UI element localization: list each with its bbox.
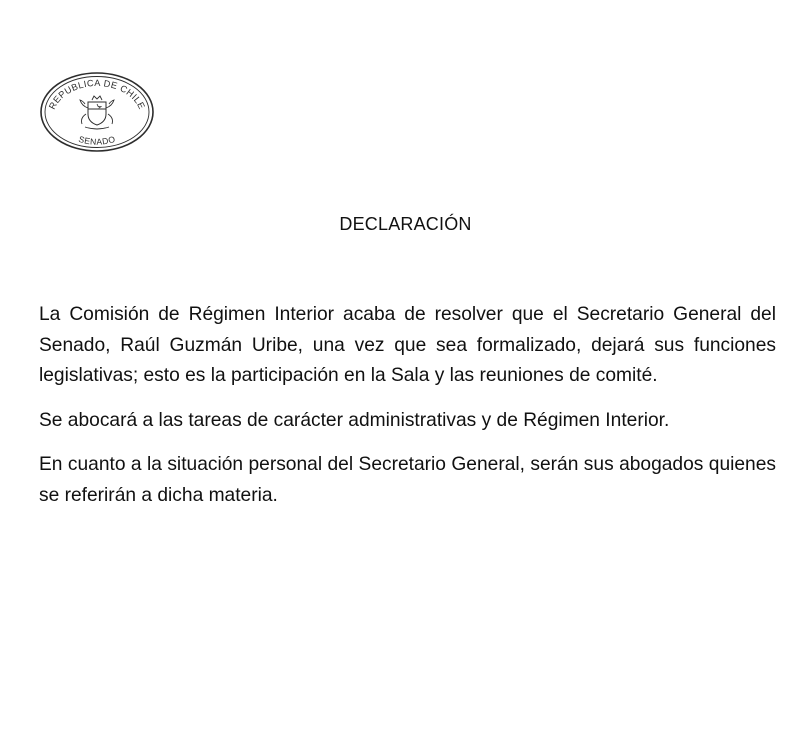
senate-seal <box>38 70 156 154</box>
svg-text:SENADO <box>77 134 116 147</box>
seal-emblem-icon <box>38 70 156 154</box>
paragraph-duties: Se abocará a las tareas de carácter administrativas y de Régimen Interior. <box>39 409 670 431</box>
document-title: DECLARACIÓN <box>339 214 472 234</box>
seal-top-text: REPUBLICA DE CHILE <box>47 77 147 111</box>
seal-bottom-text: SENADO <box>77 133 117 147</box>
paragraph-resolution: La Comisión de Régimen Interior acaba de resolver que el Secretario General del Senado, Raúl Guzmán Uribe, una vez que sea formalizado, dejará sus funciones legislativas; esto es la participación en la Sala y las reuniones de comité. <box>39 304 776 386</box>
declaration-body <box>39 300 776 525</box>
paragraph-legal-matter: En cuanto a la situación personal del Secretario General, serán sus abogados quienes se referirán a dicha materia. <box>39 454 776 506</box>
